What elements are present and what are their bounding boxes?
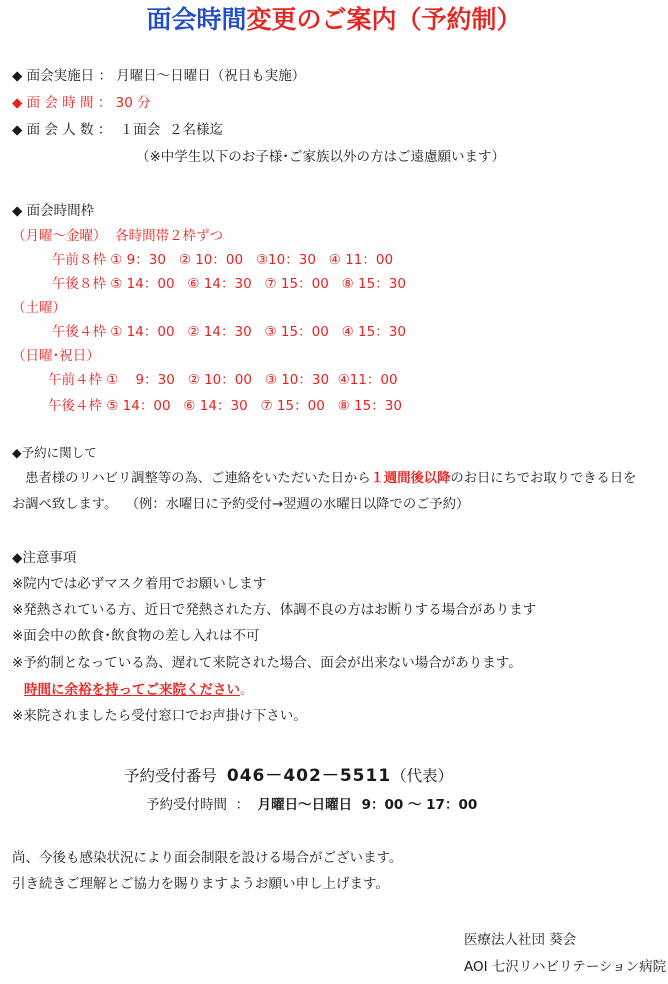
closing-line-1: 尚、今後も感染状況により面会制限を設ける場合がございます。 xyxy=(12,850,403,866)
visit-days: ◆ 面会実施日 ： 月曜日～日曜日（祝日も実施） xyxy=(12,68,306,84)
note-food: ※面会中の飲食･飲食物の差し入れは不可 xyxy=(12,628,260,644)
sunday-pm-slots: 午後４枠 ⑤ 14：00 ⑥ 14：30 ⑦ 15：00 ⑧ 15：30 xyxy=(48,398,402,414)
reservation-text-2: お調べ致します。 （例：水曜日に予約受付→翌週の水曜日以降でのご予約） xyxy=(12,497,470,512)
note-mask: ※院内では必ずマスク着用でお願いします xyxy=(12,576,267,592)
hours-label: 予約受付時間 ： xyxy=(146,797,258,813)
page-title xyxy=(0,2,668,38)
note-time-warning: 時間に余裕を持ってご来院ください。 xyxy=(24,682,254,698)
visit-duration: ◆ 面 会 時 間 ： 30 分 xyxy=(12,95,151,111)
contact-hours xyxy=(146,795,477,815)
contact-phone xyxy=(124,764,453,789)
visitor-count: ◆ 面 会 人 数 ： １面会 ２名様迄 xyxy=(12,122,224,138)
note-reception: ※来院されましたら受付窓口でお声掛け下さい。 xyxy=(12,708,307,724)
saturday-pm-slots: 午後４枠 ① 14：00 ② 14：30 ③ 15：00 ④ 15：30 xyxy=(52,324,406,340)
title-part2: 変更のご案内（予約制） xyxy=(246,5,522,34)
slots-heading: ◆ 面会時間枠 xyxy=(12,203,95,219)
phone-number: 046－402－5511 xyxy=(226,766,392,786)
visitor-note: （※中学生以下のお子様･ご家族以外の方はご遠慮願います） xyxy=(136,149,506,165)
phone-suffix: （代表） xyxy=(391,767,454,785)
note-late: ※予約制となっている為、遅れて来院された場合、面会が出来ない場合があります。 xyxy=(12,655,522,671)
weekday-label: （月曜～金曜） 各時間帯２枠ずつ xyxy=(12,228,224,244)
weekday-pm-slots: 午後８枠 ⑤ 14：00 ⑥ 14：30 ⑦ 15：00 ⑧ 15：30 xyxy=(52,276,406,292)
one-week-highlight: １週間後以降 xyxy=(370,471,451,486)
title-part1: 面会時間 xyxy=(146,5,247,34)
reservation-heading: ◆予約に関して xyxy=(12,445,97,460)
phone-label: 予約受付番号 xyxy=(124,767,227,785)
note-fever: ※発熱されている方、近日で発熱された方、体調不良の方はお断りする場合があります xyxy=(12,602,537,618)
sunday-label: （日曜･祝日） xyxy=(12,348,100,364)
saturday-label: （土曜） xyxy=(12,300,66,316)
weekday-am-slots: 午前８枠 ① 9：30 ② 10：00 ③10：30 ④ 11：00 xyxy=(52,252,394,268)
hours-value: 月曜日～日曜日 9：00 ～ 17：00 xyxy=(257,797,478,813)
reservation-text-1: 患者様のリハビリ調整等の為、ご連絡をいただいた日から１週間後以降のお日にちでお取りできる日を xyxy=(12,471,637,486)
notes-heading: ◆注意事項 xyxy=(12,550,77,566)
signature-hospital: AOI 七沢リハビリテーション病院 xyxy=(464,959,667,975)
sunday-am-slots: 午前４枠 ① 9：30 ② 10：00 ③ 10：30 ④11：00 xyxy=(48,372,398,388)
closing-line-2: 引き続きご理解とご協力を賜りますようお願い申し上げます。 xyxy=(12,876,389,892)
signature-org: 医療法人社団 葵会 xyxy=(464,932,577,948)
